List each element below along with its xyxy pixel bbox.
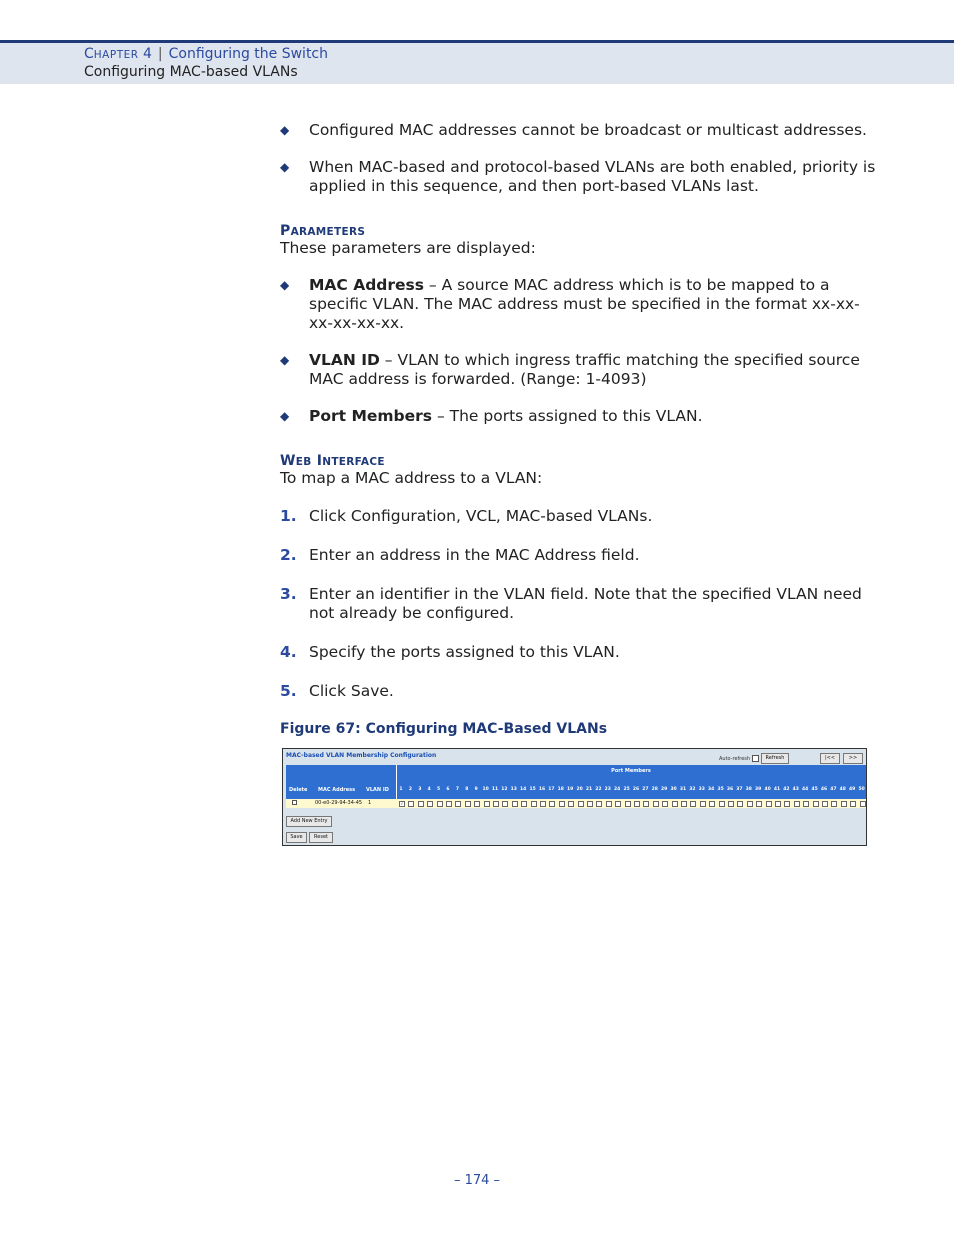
port-number-header: 16 (538, 787, 546, 792)
chapter-number: 4 (143, 46, 152, 62)
next-page-button[interactable]: >> (843, 753, 863, 764)
port-member-checkbox[interactable] (465, 801, 471, 807)
heading-initial: W (280, 453, 296, 469)
parameter-desc: – A source MAC address which is to be mapped to a specific VLAN. The MAC address must be specified in the format xx-xx-xx-xx-xx-xx. (309, 276, 860, 332)
parameter-term: Port Members (309, 407, 433, 425)
port-member-checkbox[interactable] (615, 801, 621, 807)
parameter-desc: – The ports assigned to this VLAN. (432, 407, 703, 425)
port-member-checkbox[interactable] (681, 801, 687, 807)
port-member-checkbox[interactable] (568, 801, 574, 807)
heading-rest: ARAMETERS (290, 226, 366, 238)
heading-initial: P (280, 223, 291, 239)
port-member-checkbox[interactable] (418, 801, 424, 807)
web-interface-intro: To map a MAC address to a VLAN: (280, 469, 543, 487)
port-number-header: 28 (651, 787, 658, 792)
port-member-checkbox[interactable] (455, 801, 461, 807)
col-mac-address: MAC Address (318, 787, 356, 793)
port-member-checkbox[interactable] (446, 801, 452, 807)
first-page-button[interactable]: |<< (820, 753, 840, 764)
port-number-header: 35 (717, 787, 724, 792)
parameter-term: MAC Address (309, 276, 424, 294)
port-number-header: 43 (792, 787, 799, 792)
step-item (280, 507, 880, 526)
port-number-header: 27 (642, 787, 649, 792)
port-member-checkbox[interactable] (803, 801, 809, 807)
port-member-checkbox[interactable] (427, 801, 433, 807)
parameter-text (309, 351, 880, 389)
port-member-checkbox[interactable] (531, 801, 537, 807)
port-number-header: 44 (802, 787, 809, 792)
diamond-bullet-icon: ◆ (280, 160, 290, 174)
port-number-header: 7 (455, 787, 459, 792)
diamond-bullet-icon: ◆ (280, 123, 290, 137)
page-number: – 174 – (453, 1173, 501, 1188)
port-member-checkbox[interactable] (653, 801, 659, 807)
save-button[interactable]: Save (286, 832, 307, 843)
port-member-checkbox[interactable] (437, 801, 443, 807)
port-number-header: 10 (482, 787, 489, 792)
port-member-checkbox[interactable] (766, 801, 772, 807)
parameter-item (280, 407, 880, 426)
port-number-header: 39 (755, 787, 762, 792)
bullet-item (280, 158, 880, 196)
parameter-item (280, 276, 880, 333)
col-vlan-id: VLAN ID (366, 787, 389, 793)
port-member-checkbox[interactable] (484, 801, 490, 807)
col-delete: Delete (289, 787, 308, 793)
port-member-checkbox[interactable] (549, 801, 555, 807)
parameters-intro: These parameters are displayed: (280, 239, 536, 257)
port-member-checkbox[interactable] (578, 801, 584, 807)
port-member-checkbox[interactable] (728, 801, 734, 807)
delete-checkbox-cell (292, 800, 297, 806)
port-number-header: 9 (474, 787, 478, 792)
heading-rest: NTERFACE (322, 456, 385, 468)
running-header-chapter (84, 46, 328, 62)
port-number-header: 8 (465, 787, 469, 792)
port-member-checkbox[interactable] (822, 801, 828, 807)
port-member-checkbox[interactable] (606, 801, 612, 807)
step-item (280, 585, 880, 623)
port-number-header: 12 (501, 787, 508, 792)
port-number-header: 2 (408, 787, 412, 792)
port-member-checkbox[interactable] (813, 801, 819, 807)
chapter-rest: HAPTER (93, 49, 139, 61)
heading-rest: EB (295, 456, 312, 468)
port-number-header: 38 (745, 787, 752, 792)
auto-refresh-checkbox[interactable] (752, 755, 759, 762)
auto-refresh-label: Auto-refresh (719, 756, 751, 762)
parameter-text (309, 276, 880, 333)
port-number-header: 30 (670, 787, 677, 792)
mac-address-value[interactable]: 00-e0-29-94-34-45 (315, 800, 363, 806)
step-text: Enter an identifier in the VLAN field. Note that the specified VLAN need not already be configured. (309, 585, 862, 622)
port-member-checkbox[interactable] (587, 801, 593, 807)
port-number-header: 14 (520, 787, 527, 792)
port-number-header: 18 (557, 787, 564, 792)
port-members-header: Port Members (611, 768, 651, 774)
port-number-header: 23 (604, 787, 611, 792)
port-number-header: 41 (773, 787, 781, 792)
port-number-header: 21 (585, 787, 593, 792)
step-text: Enter an address in the MAC Address field. (309, 546, 640, 564)
step-item (280, 682, 880, 701)
step-number: 4. (280, 643, 297, 661)
port-member-checkbox[interactable]: ✓ (400, 801, 404, 806)
port-member-checkbox[interactable] (690, 801, 696, 807)
port-number-header: 17 (548, 787, 555, 792)
port-member-checkbox[interactable] (756, 801, 762, 807)
step-number: 5. (280, 682, 297, 700)
port-member-checkbox[interactable] (512, 801, 518, 807)
bullet-item (280, 121, 880, 140)
port-member-checkbox[interactable] (775, 801, 781, 807)
port-number-header: 24 (614, 787, 621, 792)
port-member-checkbox[interactable] (719, 801, 725, 807)
port-member-checkbox[interactable] (540, 801, 546, 807)
port-member-checkbox[interactable] (521, 801, 527, 807)
port-number-header: 37 (736, 787, 743, 792)
port-member-checkbox[interactable] (784, 801, 790, 807)
heading-initial: I (316, 453, 323, 469)
port-member-checkbox[interactable] (709, 801, 715, 807)
port-number-header: 5 (437, 787, 441, 792)
port-number-header: 47 (830, 787, 837, 792)
port-number-header: 31 (679, 787, 687, 792)
port-member-checkbox[interactable] (634, 801, 640, 807)
port-member-checkbox[interactable] (850, 801, 856, 807)
figure-screenshot (282, 748, 867, 846)
port-number-header: 48 (839, 787, 846, 792)
port-member-checkbox[interactable] (596, 801, 602, 807)
port-member-checkbox[interactable] (841, 801, 847, 807)
step-item (280, 643, 880, 662)
port-number-header: 34 (708, 787, 715, 792)
port-member-checkbox[interactable] (747, 801, 753, 807)
port-number-header: 20 (576, 787, 583, 792)
port-member-checkbox[interactable] (559, 801, 565, 807)
port-number-header: 3 (418, 787, 422, 792)
port-member-checkbox[interactable] (860, 801, 866, 807)
vlan-id-value[interactable]: 1 (368, 800, 372, 806)
parameter-item (280, 351, 880, 389)
diamond-bullet-icon: ◆ (280, 278, 290, 292)
port-member-checkbox[interactable] (794, 801, 800, 807)
port-number-header: 13 (510, 787, 517, 792)
diamond-bullet-icon: ◆ (280, 353, 290, 367)
step-text: Specify the ports assigned to this VLAN. (309, 643, 620, 661)
bullet-text: When MAC-based and protocol-based VLANs are both enabled, priority is applied in this sequence, and then port-based VLANs last. (309, 158, 876, 195)
header-separator: | (157, 46, 163, 62)
port-member-checkbox[interactable] (408, 801, 414, 807)
auto-refresh-control (719, 755, 759, 762)
step-item (280, 546, 880, 565)
chapter-title: Configuring the Switch (168, 46, 328, 62)
port-number-headers (397, 783, 867, 799)
step-number: 3. (280, 585, 297, 603)
parameter-desc: – VLAN to which ingress traffic matching the specified source MAC address is forwarded. (Range: 1-4093) (309, 351, 860, 388)
refresh-button[interactable]: Refresh (761, 753, 789, 764)
parameter-term: VLAN ID (309, 351, 380, 369)
port-number-header: 42 (783, 787, 790, 792)
port-number-header: 40 (764, 787, 771, 792)
bullet-text: Configured MAC addresses cannot be broadcast or multicast addresses. (309, 121, 867, 139)
port-member-checkbox[interactable] (502, 801, 508, 807)
port-member-checkbox[interactable] (672, 801, 678, 807)
chapter-prefix: C (84, 46, 94, 62)
delete-checkbox[interactable] (292, 800, 297, 805)
port-number-header: 49 (849, 787, 856, 792)
port-number-header: 50 (858, 787, 865, 792)
port-member-checkboxes (397, 800, 867, 808)
table-header-group (286, 765, 866, 783)
port-member-checkbox[interactable] (643, 801, 649, 807)
add-new-entry-button[interactable]: Add New Entry (286, 816, 332, 827)
running-header-section: Configuring MAC-based VLANs (84, 64, 298, 80)
port-number-header: 6 (446, 787, 450, 792)
port-number-header: 45 (811, 787, 818, 792)
port-number-header: 46 (820, 787, 828, 792)
figure-title: MAC-based VLAN Membership Configuration (286, 752, 437, 759)
step-number: 2. (280, 546, 297, 564)
parameter-text (309, 407, 880, 426)
port-number-header: 15 (529, 787, 536, 792)
port-number-header: 29 (661, 787, 668, 792)
step-text: Click Configuration, VCL, MAC-based VLANs. (309, 507, 653, 525)
reset-button[interactable]: Reset (309, 832, 333, 843)
step-number: 1. (280, 507, 297, 525)
port-number-header: 33 (698, 787, 705, 792)
port-number-header: 32 (689, 787, 696, 792)
port-member-checkbox[interactable] (831, 801, 837, 807)
diamond-bullet-icon: ◆ (280, 409, 290, 423)
port-member-checkbox[interactable] (474, 801, 480, 807)
port-number-header: 4 (427, 787, 431, 792)
figure-caption: Figure 67: Configuring MAC-Based VLANs (280, 721, 608, 737)
port-number-header: 19 (567, 787, 574, 792)
port-member-checkbox[interactable] (662, 801, 668, 807)
port-number-header: 36 (726, 787, 734, 792)
port-member-checkbox[interactable] (737, 801, 743, 807)
port-number-header: 22 (595, 787, 602, 792)
port-member-checkbox[interactable] (493, 801, 499, 807)
step-text: Click Save. (309, 682, 394, 700)
port-number-header: 26 (632, 787, 640, 792)
port-number-header: 11 (491, 787, 499, 792)
port-number-header: 1 (399, 787, 403, 792)
port-member-checkbox[interactable] (625, 801, 631, 807)
port-member-checkbox[interactable] (700, 801, 706, 807)
port-number-header: 25 (623, 787, 630, 792)
